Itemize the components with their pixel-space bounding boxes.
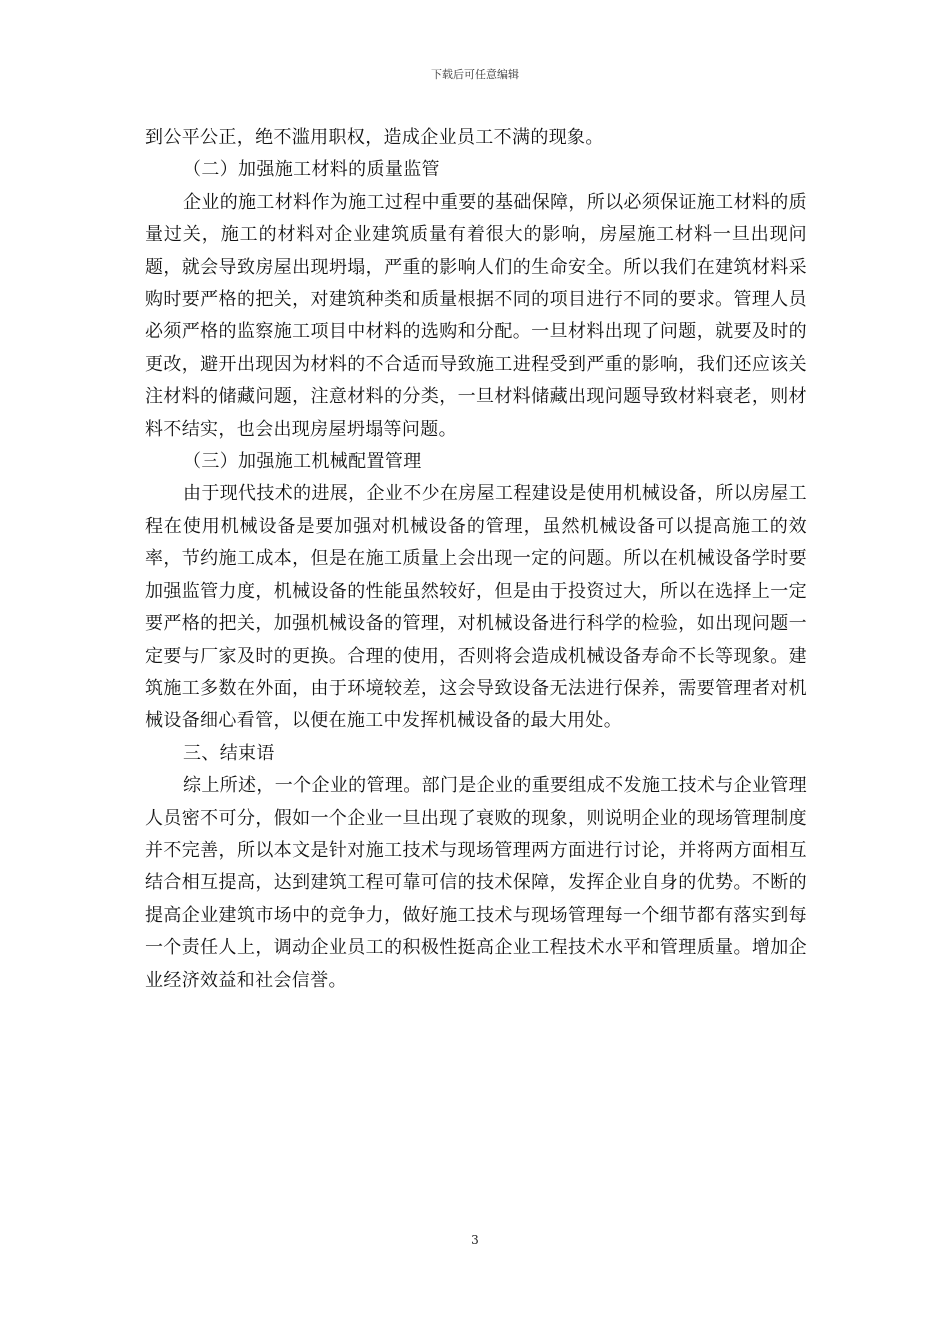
paragraph-conclusion: 综上所述，一个企业的管理。部门是企业的重要组成不发施工技术与企业管理人员密不可分，假如一个企业一旦出现了衰败的现象，则说明企业的现场管理制度并不完善，所以本文是针对施工技术与现场管理两方面进行讨论，并将两方面相互结合相互提高，达到建筑工程可靠可信的技术保障，发挥企业自身的优势。不断的提高企业建筑市场中的竞争力，做好施工技术与现场管理每一个细节都有落实到每一个责任人上，调动企业员工的积极性挺高企业工程技术水平和管理质量。增加企业经济效益和社会信誉。 <box>145 775 807 991</box>
paragraph-continuation: 到公平公正，绝不滥用职权，造成企业员工不满的现象。 <box>145 127 604 148</box>
section-heading-materials: （二）加强施工材料的质量监管 <box>183 159 440 181</box>
paragraph-materials: 企业的施工材料作为施工过程中重要的基础保障，所以必须保证施工材料的质量过关，施工的材料对企业建筑质量有着很大的影响，房屋施工材料一旦出现问题，就会导致房屋出现坍塌，严重的影响人们的生命安全。所以我们在建筑材料采购时要严格的把关，对建筑种类和质量根据不同的项目进行不同的要求。管理人员必须严格的监察施工项目中材料的选购和分配。一旦材料出现了问题，就要及时的更改，避开出现因为材料的不合适而导致施工进程受到严重的影响，我们还应该关注材料的储藏问题，注意材料的分类，一旦材料储藏出现问题导致材料衰老，则材料不结实，也会出现房屋坍塌等问题。 <box>145 191 807 440</box>
page-header: 下载后可任意编辑 <box>431 68 519 81</box>
document-body <box>145 122 807 997</box>
section-heading-conclusion: 三、结束语 <box>183 742 275 764</box>
page-number: 3 <box>471 1233 479 1247</box>
paragraph-machinery: 由于现代技术的进展，企业不少在房屋工程建设是使用机械设备，所以房屋工程在使用机械设备是要加强对机械设备的管理，虽然机械设备可以提高施工的效率，节约施工成本，但是在施工质量上会出现一定的问题。所以在机械设备学时要加强监管力度，机械设备的性能虽然较好，但是由于投资过大，所以在选择上一定要严格的把关，加强机械设备的管理，对机械设备进行科学的检验，如出现问题一定要与厂家及时的更换。合理的使用，否则将会造成机械设备寿命不长等现象。建筑施工多数在外面，由于环境较差，这会导致设备无法进行保养，需要管理者对机械设备细心看管，以便在施工中发挥机械设备的最大用处。 <box>145 483 807 732</box>
section-heading-machinery: （三）加强施工机械配置管理 <box>183 451 422 473</box>
